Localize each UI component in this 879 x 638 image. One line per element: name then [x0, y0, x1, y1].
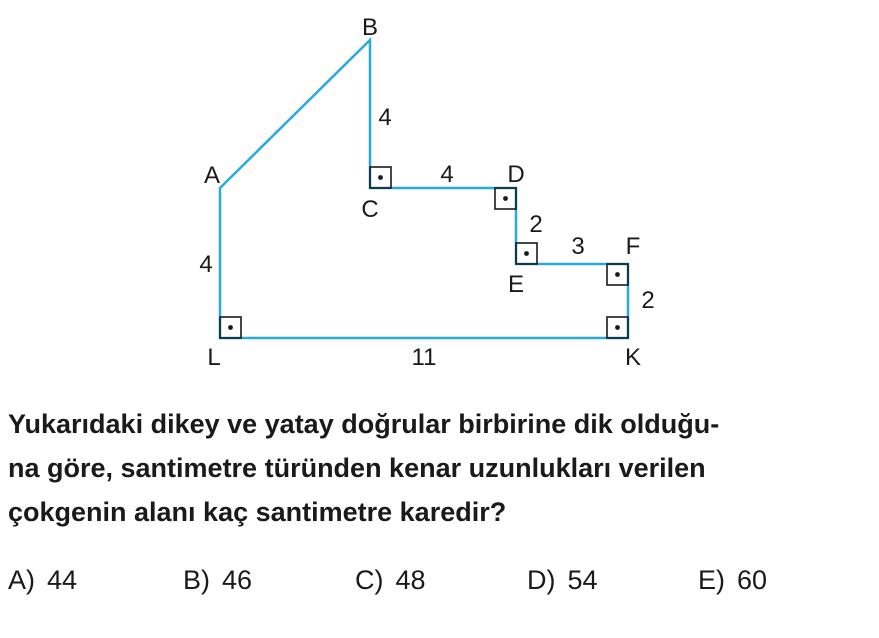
- option-value: 44: [47, 565, 78, 595]
- question-line-1: Yukarıdaki dikey ve yatay doğrular birbirine dik olduğu-: [8, 409, 720, 439]
- option-letter: D): [527, 565, 556, 595]
- right-angle-marker-d: [495, 188, 516, 209]
- side-length-fk: 2: [641, 287, 655, 314]
- vertex-label-e: E: [507, 271, 525, 298]
- option-d[interactable]: [527, 560, 598, 600]
- vertex-label-k: K: [624, 344, 642, 371]
- right-angle-marker-f: [607, 264, 628, 285]
- question-text: [8, 402, 870, 534]
- vertex-label-a: A: [203, 162, 221, 189]
- side-length-bc: 4: [378, 104, 392, 131]
- right-angle-marker-k: [607, 317, 628, 338]
- option-letter: A): [8, 565, 35, 595]
- answer-options: [8, 560, 870, 600]
- option-b[interactable]: [183, 560, 252, 600]
- option-letter: C): [355, 565, 384, 595]
- option-value: 46: [222, 565, 253, 595]
- vertex-label-b: B: [361, 14, 379, 41]
- right-angle-marker-e: [516, 243, 537, 264]
- right-angle-marker-c: [370, 167, 391, 188]
- vertex-label-c: C: [361, 196, 379, 223]
- vertex-label-d: D: [507, 161, 525, 188]
- vertex-label-f: F: [625, 233, 641, 260]
- question-line-2: na göre, santimetre türünden kenar uzunlukları verilen: [8, 453, 706, 483]
- vertex-label-l: L: [207, 344, 221, 371]
- option-letter: B): [183, 565, 210, 595]
- option-value: 54: [567, 565, 598, 595]
- option-e[interactable]: [698, 560, 767, 600]
- question-line-3: çokgenin alanı kaç santimetre karedir?: [8, 497, 507, 527]
- right-angle-marker-l: [220, 317, 241, 338]
- side-length-ef: 3: [571, 233, 585, 260]
- option-c[interactable]: [355, 560, 426, 600]
- option-a[interactable]: [8, 560, 77, 600]
- polygon-outline: [220, 40, 628, 338]
- side-length-cd: 4: [440, 161, 454, 188]
- option-value: 60: [737, 565, 768, 595]
- option-value: 48: [395, 565, 426, 595]
- side-length-de: 2: [529, 211, 543, 238]
- side-length-kl: 11: [411, 344, 437, 371]
- side-length-la: 4: [199, 251, 213, 278]
- option-letter: E): [698, 565, 725, 595]
